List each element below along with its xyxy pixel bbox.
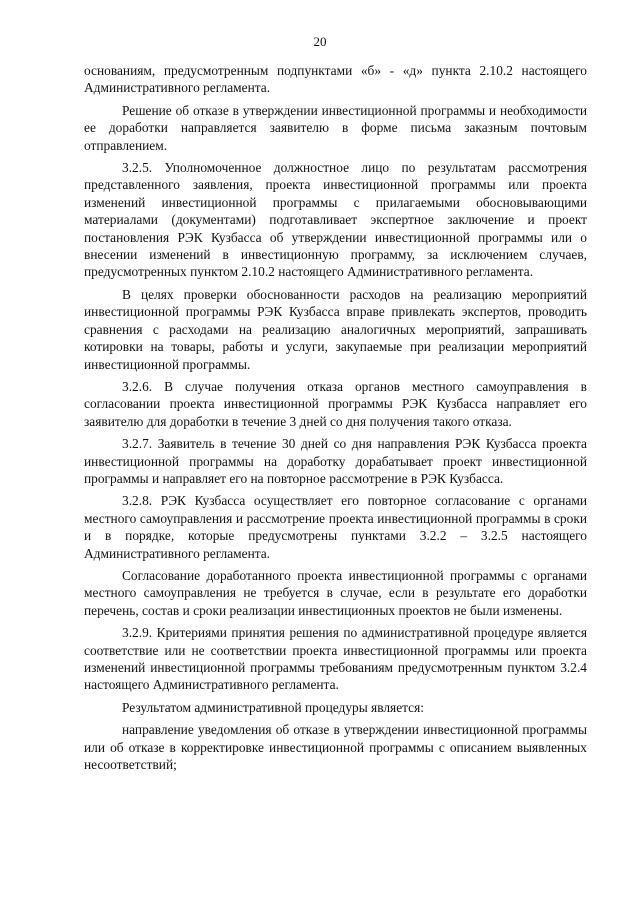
paragraph: Решение об отказе в утверждении инвестиционной программы и необходимости ее доработки направляется заявителю в форме письма заказным почтовым отправлением. xyxy=(84,102,587,153)
document-body xyxy=(84,62,587,773)
paragraph: направление уведомления об отказе в утверждении инвестиционной программы или об отказе в корректировке инвестиционной программы с описанием выявленных несоответствий; xyxy=(84,722,587,773)
paragraph: Результатом административной процедуры является: xyxy=(122,699,424,715)
paragraph-3-2-5: 3.2.5. Уполномоченное должностное лицо по результатам рассмотрения представленного заявления, проекта инвестиционной программы или проекта изменений инвестиционной программы с прилагаемыми обосновывающими материалами (документами) подготавливает экспертное заключение и проект постановления РЭК Кузбасса об утверждении инвестиционной программы или о внесении изменений в инвестиционную программу, за исключением случаев, предусмотренных пунктом 2.10.2 настоящего Административного регламента. xyxy=(84,160,587,280)
paragraph: основаниям, предусмотренным подпунктами «б» - «д» пункта 2.10.2 настоящего Административного регламента. xyxy=(84,63,587,96)
paragraph-3-2-6: 3.2.6. В случае получения отказа органов местного самоуправления в согласовании проекта инвестиционной программы РЭК Кузбасса направляет его заявителю для доработки в течение 3 дней со дня получения такого отказа. xyxy=(84,378,587,429)
page-number: 20 xyxy=(313,34,327,49)
paragraph-3-2-9: 3.2.9. Критериями принятия решения по административной процедуре является соответствие или не соответствии проекта инвестиционной программы или проекта изменений инвестиционной программы требованиям предусмотренным пунктом 3.2.4 настоящего Административного регламента. xyxy=(84,625,587,693)
paragraph-3-2-8: 3.2.8. РЭК Кузбасса осуществляет его повторное согласование с органами местного самоуправления и рассмотрение проекта инвестиционной программы в сроки и в порядке, которые предусмотрены пунктами 3.2.2 – 3.2.5 настоящего Административного регламента. xyxy=(84,493,587,561)
paragraph-3-2-7: 3.2.7. Заявитель в течение 30 дней со дня направления РЭК Кузбасса проекта инвестиционной программы на доработку дорабатывает проект инвестиционной программы и направляет его на повторное рассмотрение в РЭК Кузбасса. xyxy=(84,436,587,486)
paragraph: В целях проверки обоснованности расходов на реализацию мероприятий инвестиционной программы РЭК Кузбасса вправе привлекать экспертов, проводить сравнения с расходами на реализацию аналогичных мероприятий, запрашивать котировки на товары, работы и услуги, закупаемые при реализации мероприятий инвестиционной программы. xyxy=(84,286,587,372)
paragraph: Согласование доработанного проекта инвестиционной программы с органами местного самоуправления не требуется в случае, если в результате его доработки перечень, состав и сроки реализации инвестиционных проектов не были изменены. xyxy=(84,567,587,618)
